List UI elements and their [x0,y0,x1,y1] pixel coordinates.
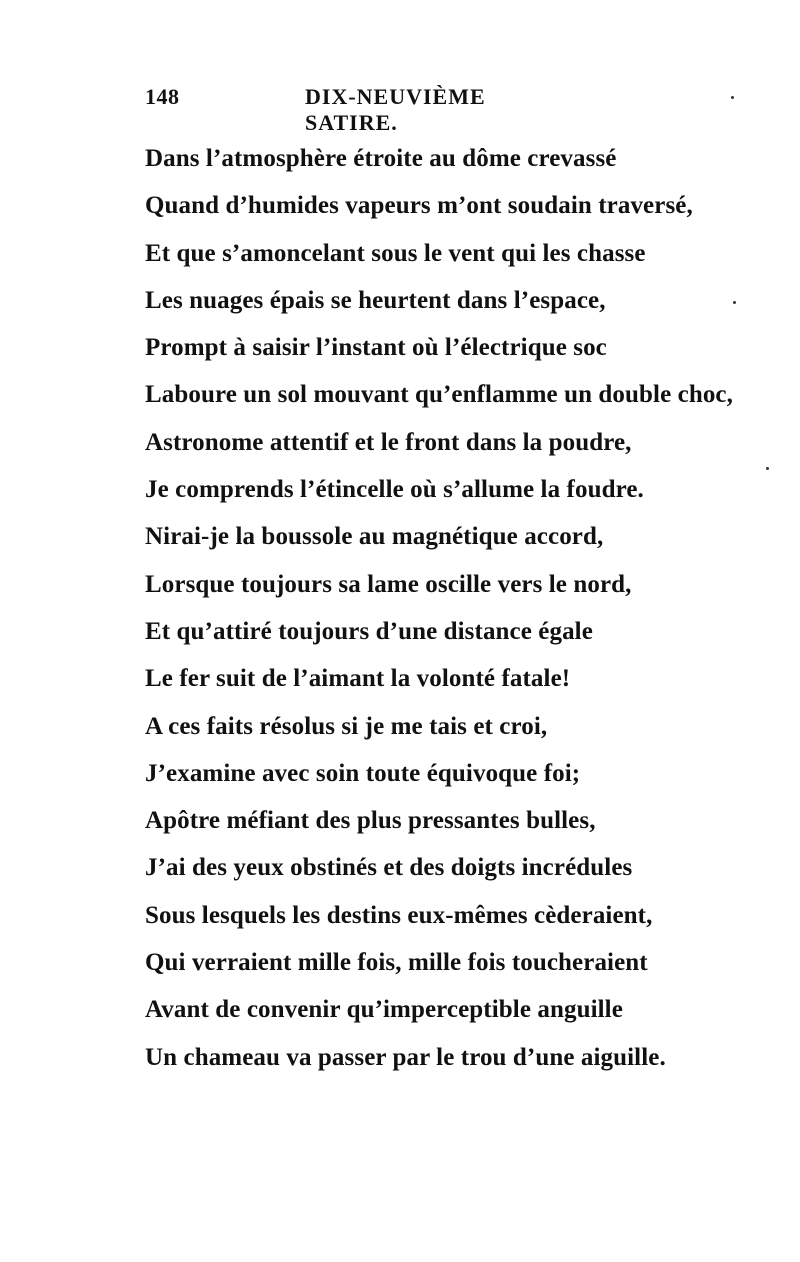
page-number: 148 [145,84,180,109]
verse-line: Astronome attentif et le front dans la poudre, [145,428,632,456]
verse-line: Nirai-je la boussole au magnétique accord, [145,523,604,551]
running-head [145,84,570,135]
verse-line: Lorsque toujours sa lame oscille vers le nord, [145,570,632,598]
verse-line: Avant de convenir qu’imperceptible anguille [145,996,623,1024]
running-title: DIX-NEUVIÈME SATIRE. [305,84,486,135]
verse-line: Et qu’attiré toujours d’une distance égale [145,617,593,645]
speck-mark [731,96,734,99]
verse-line: J’examine avec soin toute équivoque foi; [145,759,581,787]
speck-mark [733,301,736,304]
verse-line: A ces faits résolus si je me tais et croi, [145,712,548,740]
speck-mark [766,467,769,470]
poem-text [145,135,765,1081]
verse-line: Prompt à saisir l’instant où l’électrique soc [145,334,607,362]
verse-line: Le fer suit de l’aimant la volonté fatale! [145,665,571,693]
verse-line: Et que s’amoncelant sous le vent qui les chasse [145,239,646,267]
verse-line: Je comprends l’étincelle où s’allume la foudre. [145,476,644,504]
verse-line: Sous lesquels les destins eux-mêmes cèderaient, [145,901,653,929]
verse-line: Quand d’humides vapeurs m’ont soudain traversé, [145,192,693,220]
verse-line: Les nuages épais se heurtent dans l’espace, [145,286,606,314]
verse-line: Qui verraient mille fois, mille fois toucheraient [145,949,648,977]
verse-line: Un chameau va passer par le trou d’une aiguille. [145,1043,666,1071]
verse-line: Laboure un sol mouvant qu’enflamme un double choc, [145,381,733,409]
verse-line: Dans l’atmosphère étroite au dôme crevassé [145,145,617,172]
verse-line: Apôtre méfiant des plus pressantes bulles, [145,807,596,835]
verse-line: J’ai des yeux obstinés et des doigts incrédules [145,854,633,882]
